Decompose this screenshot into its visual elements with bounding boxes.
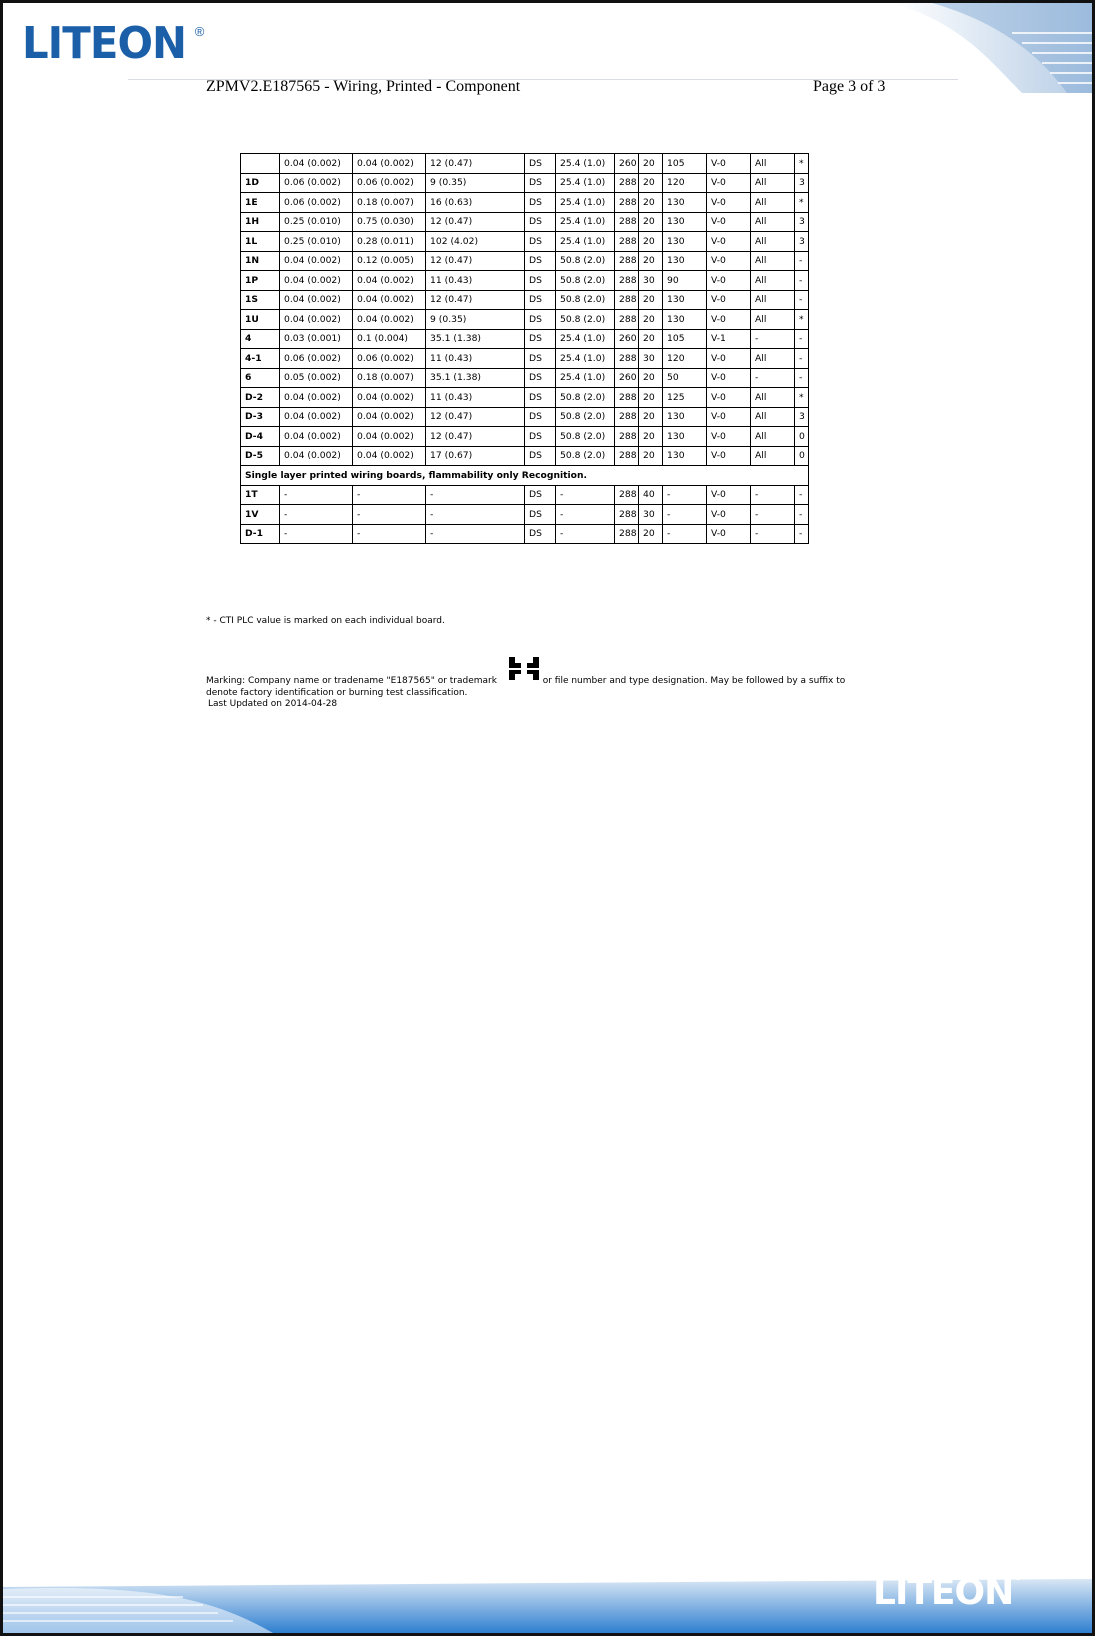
table-cell: V-0 — [707, 388, 751, 408]
table-cell: V-0 — [707, 505, 751, 525]
table-cell: 0.03 (0.001) — [280, 329, 353, 349]
table-cell: 130 — [663, 427, 707, 447]
table-cell: 0 — [795, 427, 809, 447]
board-code-cell: 1S — [241, 290, 280, 310]
table-cell: DS — [525, 388, 556, 408]
table-cell: - — [751, 524, 795, 544]
table-cell: 260 — [615, 368, 639, 388]
board-code-cell: D-1 — [241, 524, 280, 544]
table-cell: 50.8 (2.0) — [556, 407, 615, 427]
table-row — [241, 349, 809, 369]
table-cell: 35.1 (1.38) — [426, 329, 525, 349]
table-cell: All — [751, 446, 795, 466]
table-cell: - — [795, 505, 809, 525]
table-cell: - — [751, 329, 795, 349]
table-cell: 288 — [615, 232, 639, 252]
table-cell: DS — [525, 212, 556, 232]
table-cell: 50.8 (2.0) — [556, 271, 615, 291]
table-cell: 12 (0.47) — [426, 407, 525, 427]
specification-table — [240, 153, 809, 544]
table-cell: 50.8 (2.0) — [556, 290, 615, 310]
table-cell: 130 — [663, 212, 707, 232]
table-cell: All — [751, 173, 795, 193]
board-code-cell: 1E — [241, 193, 280, 213]
table-cell: 0.28 (0.011) — [353, 232, 426, 252]
table-cell: 288 — [615, 446, 639, 466]
table-cell: 50.8 (2.0) — [556, 427, 615, 447]
table-cell: 20 — [639, 193, 663, 213]
table-cell: 260 — [615, 329, 639, 349]
table-row — [241, 290, 809, 310]
table-cell: 0.04 (0.002) — [280, 310, 353, 330]
table-cell: - — [751, 368, 795, 388]
table-cell: DS — [525, 427, 556, 447]
table-cell: 0.18 (0.007) — [353, 193, 426, 213]
table-cell: 288 — [615, 427, 639, 447]
table-cell: - — [556, 505, 615, 525]
table-cell: 0.06 (0.002) — [353, 349, 426, 369]
table-row — [241, 368, 809, 388]
table-cell: V-0 — [707, 271, 751, 291]
table-cell: 130 — [663, 251, 707, 271]
table-cell: 102 (4.02) — [426, 232, 525, 252]
table-cell: 12 (0.47) — [426, 290, 525, 310]
table-cell: - — [795, 329, 809, 349]
table-cell: 11 (0.43) — [426, 271, 525, 291]
table-cell: 16 (0.63) — [426, 193, 525, 213]
table-cell: 130 — [663, 193, 707, 213]
table-cell: 20 — [639, 524, 663, 544]
table-cell: - — [556, 485, 615, 505]
table-cell: DS — [525, 485, 556, 505]
table-cell: - — [280, 485, 353, 505]
table-cell: DS — [525, 232, 556, 252]
table-cell: 20 — [639, 407, 663, 427]
table-cell: All — [751, 251, 795, 271]
table-cell: 288 — [615, 407, 639, 427]
table-cell: 50.8 (2.0) — [556, 310, 615, 330]
table-cell: 288 — [615, 271, 639, 291]
table-cell: 12 (0.47) — [426, 154, 525, 174]
table-cell: 0.04 (0.002) — [280, 407, 353, 427]
table-cell: - — [795, 368, 809, 388]
table-row — [241, 212, 809, 232]
table-cell: 20 — [639, 251, 663, 271]
table-cell: 20 — [639, 310, 663, 330]
table-row — [241, 251, 809, 271]
board-code-cell — [241, 154, 280, 174]
board-code-cell: 1P — [241, 271, 280, 291]
table-cell: 0.06 (0.002) — [280, 173, 353, 193]
table-row — [241, 193, 809, 213]
table-cell: 0.04 (0.002) — [280, 290, 353, 310]
table-cell: 0.04 (0.002) — [280, 446, 353, 466]
table-cell: 35.1 (1.38) — [426, 368, 525, 388]
table-cell: 288 — [615, 173, 639, 193]
table-cell: V-0 — [707, 173, 751, 193]
table-cell: * — [795, 388, 809, 408]
table-cell: V-0 — [707, 154, 751, 174]
board-code-cell: 1D — [241, 173, 280, 193]
table-row — [241, 232, 809, 252]
table-cell: - — [353, 524, 426, 544]
board-code-cell: 1N — [241, 251, 280, 271]
table-cell: 12 (0.47) — [426, 251, 525, 271]
table-cell: 0.12 (0.005) — [353, 251, 426, 271]
table-cell: All — [751, 427, 795, 447]
board-code-cell: D-3 — [241, 407, 280, 427]
table-cell: DS — [525, 407, 556, 427]
table-cell: 288 — [615, 212, 639, 232]
table-cell: 25.4 (1.0) — [556, 212, 615, 232]
table-cell: All — [751, 290, 795, 310]
table-cell: 25.4 (1.0) — [556, 232, 615, 252]
board-code-cell: 1V — [241, 505, 280, 525]
table-cell: V-0 — [707, 446, 751, 466]
table-row — [241, 427, 809, 447]
table-cell: - — [280, 505, 353, 525]
table-cell: DS — [525, 193, 556, 213]
table-cell: 130 — [663, 290, 707, 310]
table-cell: 288 — [615, 349, 639, 369]
section-row — [241, 466, 809, 486]
table-cell: 3 — [795, 407, 809, 427]
table-cell: 50.8 (2.0) — [556, 446, 615, 466]
table-cell: V-0 — [707, 524, 751, 544]
table-cell: 25.4 (1.0) — [556, 154, 615, 174]
table-cell: 0.04 (0.002) — [353, 388, 426, 408]
table-cell: DS — [525, 173, 556, 193]
table-cell: 288 — [615, 485, 639, 505]
table-cell: - — [426, 524, 525, 544]
table-cell: 0.25 (0.010) — [280, 212, 353, 232]
table-cell: - — [795, 251, 809, 271]
table-cell: All — [751, 349, 795, 369]
board-code-cell: 1L — [241, 232, 280, 252]
table-cell: V-1 — [707, 329, 751, 349]
table-cell: 20 — [639, 368, 663, 388]
footnote: * - CTI PLC value is marked on each individual board. — [206, 616, 445, 626]
marking-before: Marking: Company name or tradename "E187565" or trademark — [206, 676, 497, 686]
table-row — [241, 329, 809, 349]
table-cell: DS — [525, 349, 556, 369]
table-cell: 0.04 (0.002) — [280, 271, 353, 291]
page-number: Page 3 of 3 — [813, 78, 886, 95]
table-cell: - — [353, 505, 426, 525]
table-cell: V-0 — [707, 310, 751, 330]
table-cell: 0.06 (0.002) — [280, 193, 353, 213]
table-cell: - — [663, 524, 707, 544]
table-cell: 130 — [663, 232, 707, 252]
table-cell: V-0 — [707, 427, 751, 447]
table-cell: 0.06 (0.002) — [280, 349, 353, 369]
table-row — [241, 271, 809, 291]
footer-liteon-logo: LITEON® — [873, 1572, 1023, 1613]
table-cell: 20 — [639, 232, 663, 252]
table-row — [241, 310, 809, 330]
table-cell: - — [751, 505, 795, 525]
board-code-cell: D-5 — [241, 446, 280, 466]
table-cell: V-0 — [707, 193, 751, 213]
table-cell: 0 — [795, 446, 809, 466]
table-cell: 20 — [639, 427, 663, 447]
table-cell: - — [751, 485, 795, 505]
table-cell: DS — [525, 524, 556, 544]
document-title: ZPMV2.E187565 - Wiring, Printed - Component — [206, 78, 521, 95]
table-cell: 9 (0.35) — [426, 173, 525, 193]
table-cell: DS — [525, 271, 556, 291]
table-row — [241, 446, 809, 466]
table-cell: 50.8 (2.0) — [556, 388, 615, 408]
board-code-cell: D-2 — [241, 388, 280, 408]
table-cell: 40 — [639, 485, 663, 505]
table-cell: * — [795, 193, 809, 213]
table-cell: 25.4 (1.0) — [556, 349, 615, 369]
table-cell: V-0 — [707, 232, 751, 252]
table-cell: - — [795, 485, 809, 505]
table-cell: 0.04 (0.002) — [280, 154, 353, 174]
table-cell: V-0 — [707, 290, 751, 310]
table-cell: 0.75 (0.030) — [353, 212, 426, 232]
table-cell: 0.04 (0.002) — [280, 251, 353, 271]
table-cell: All — [751, 232, 795, 252]
table-cell: DS — [525, 446, 556, 466]
table-row — [241, 505, 809, 525]
table-cell: 20 — [639, 329, 663, 349]
table-row — [241, 485, 809, 505]
board-code-cell: 4 — [241, 329, 280, 349]
table-cell: 0.04 (0.002) — [353, 407, 426, 427]
table-row — [241, 388, 809, 408]
table-cell: V-0 — [707, 368, 751, 388]
table-cell: 12 (0.47) — [426, 427, 525, 447]
table-cell: 0.04 (0.002) — [353, 271, 426, 291]
table-cell: 25.4 (1.0) — [556, 173, 615, 193]
table-cell: V-0 — [707, 485, 751, 505]
table-row — [241, 154, 809, 174]
table-cell: 20 — [639, 446, 663, 466]
table-cell: 0.04 (0.002) — [280, 388, 353, 408]
table-cell: 288 — [615, 193, 639, 213]
table-cell: - — [663, 485, 707, 505]
table-cell: - — [556, 524, 615, 544]
table-cell: 125 — [663, 388, 707, 408]
marking-after: or file number and type designation. May be followed by a suffix to denote factory identification or burning test classification. — [206, 676, 846, 698]
table-row — [241, 173, 809, 193]
table-cell: All — [751, 193, 795, 213]
table-cell: DS — [525, 251, 556, 271]
table-cell: 30 — [639, 505, 663, 525]
table-cell: - — [795, 524, 809, 544]
table-cell: - — [795, 271, 809, 291]
table-cell: 25.4 (1.0) — [556, 329, 615, 349]
ul-recognized-mark-icon — [507, 655, 541, 682]
table-cell: 11 (0.43) — [426, 349, 525, 369]
table-cell: 288 — [615, 251, 639, 271]
table-cell: 120 — [663, 173, 707, 193]
board-code-cell: 6 — [241, 368, 280, 388]
table-cell: 3 — [795, 173, 809, 193]
table-cell: 260 — [615, 154, 639, 174]
table-cell: All — [751, 271, 795, 291]
table-cell: 25.4 (1.0) — [556, 193, 615, 213]
table-cell: - — [426, 485, 525, 505]
table-cell: 0.04 (0.002) — [353, 446, 426, 466]
table-cell: 20 — [639, 290, 663, 310]
section-label: Single layer printed wiring boards, flammability only Recognition. — [241, 466, 809, 486]
table-cell: 20 — [639, 173, 663, 193]
table-cell: 30 — [639, 349, 663, 369]
table-cell: 288 — [615, 388, 639, 408]
table-cell: - — [795, 349, 809, 369]
table-cell: 288 — [615, 524, 639, 544]
table-cell: 0.04 (0.002) — [353, 427, 426, 447]
table-cell: V-0 — [707, 349, 751, 369]
board-code-cell: 1H — [241, 212, 280, 232]
board-code-cell: D-4 — [241, 427, 280, 447]
table-cell: 130 — [663, 310, 707, 330]
table-cell: V-0 — [707, 407, 751, 427]
table-cell: 20 — [639, 388, 663, 408]
table-cell: 0.06 (0.002) — [353, 173, 426, 193]
table-cell: 0.1 (0.004) — [353, 329, 426, 349]
table-cell: 0.25 (0.010) — [280, 232, 353, 252]
table-cell: 20 — [639, 212, 663, 232]
table-cell: DS — [525, 329, 556, 349]
table-cell: 9 (0.35) — [426, 310, 525, 330]
table-cell: All — [751, 388, 795, 408]
table-cell: 25.4 (1.0) — [556, 368, 615, 388]
table-cell: 3 — [795, 232, 809, 252]
table-cell: 0.04 (0.002) — [353, 310, 426, 330]
table-cell: DS — [525, 505, 556, 525]
board-code-cell: 1U — [241, 310, 280, 330]
board-code-cell: 4-1 — [241, 349, 280, 369]
table-cell: DS — [525, 368, 556, 388]
table-cell: 130 — [663, 446, 707, 466]
table-cell: DS — [525, 154, 556, 174]
table-cell: 0.05 (0.002) — [280, 368, 353, 388]
table-row — [241, 524, 809, 544]
table-cell: V-0 — [707, 251, 751, 271]
table-cell: 105 — [663, 329, 707, 349]
table-cell: 0.18 (0.007) — [353, 368, 426, 388]
table-cell: * — [795, 310, 809, 330]
table-cell: 12 (0.47) — [426, 212, 525, 232]
table-cell: 120 — [663, 349, 707, 369]
liteon-logo: LITEON ® — [22, 18, 205, 69]
board-code-cell: 1T — [241, 485, 280, 505]
table-cell: 288 — [615, 290, 639, 310]
table-cell: 50.8 (2.0) — [556, 251, 615, 271]
table-cell: All — [751, 154, 795, 174]
table-cell: 130 — [663, 407, 707, 427]
table-cell: 11 (0.43) — [426, 388, 525, 408]
last-updated: Last Updated on 2014-04-28 — [208, 699, 338, 709]
table-cell: 288 — [615, 310, 639, 330]
table-row — [241, 407, 809, 427]
table-cell: All — [751, 310, 795, 330]
table-cell: - — [795, 290, 809, 310]
table-cell: 30 — [639, 271, 663, 291]
table-cell: 288 — [615, 505, 639, 525]
table-cell: All — [751, 407, 795, 427]
table-cell: 90 — [663, 271, 707, 291]
table-cell: * — [795, 154, 809, 174]
table-cell: - — [280, 524, 353, 544]
table-cell: 17 (0.67) — [426, 446, 525, 466]
table-cell: 3 — [795, 212, 809, 232]
table-cell: - — [353, 485, 426, 505]
table-cell: 0.04 (0.002) — [353, 154, 426, 174]
table-cell: - — [426, 505, 525, 525]
table-cell: 105 — [663, 154, 707, 174]
table-cell: 20 — [639, 154, 663, 174]
table-cell: 50 — [663, 368, 707, 388]
table-cell: 0.04 (0.002) — [280, 427, 353, 447]
table-cell: V-0 — [707, 212, 751, 232]
table-cell: All — [751, 212, 795, 232]
table-cell: - — [663, 505, 707, 525]
table-cell: 0.04 (0.002) — [353, 290, 426, 310]
table-cell: DS — [525, 290, 556, 310]
table-cell: DS — [525, 310, 556, 330]
